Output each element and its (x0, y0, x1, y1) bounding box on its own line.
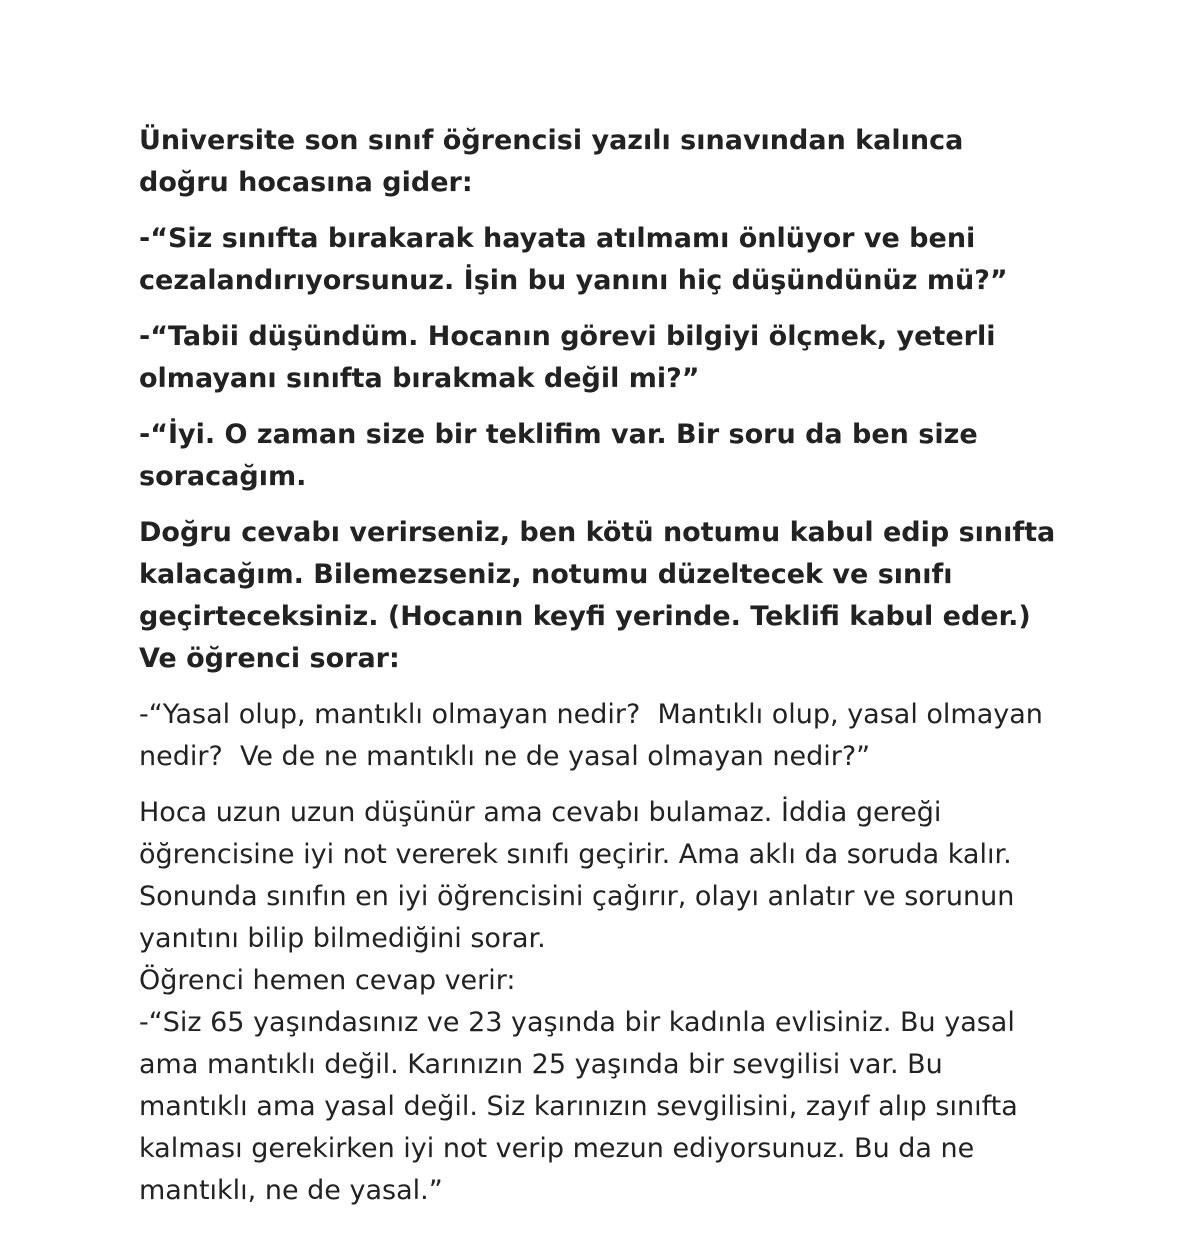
teacher-reply-paragraph: -“Tabii düşündüm. Hocanın görevi bilgiyi ölçmek, yeterli olmayanı sınıfta bırakmak değil mi?” (139, 321, 1005, 394)
student-complaint-paragraph: -“Siz sınıfta bırakarak hayata atılmamı önlüyor ve beni cezalandırıyorsunuz. İşin bu yanını hiç düşündünüz mü?” (139, 223, 1008, 296)
offer-terms-paragraph: Doğru cevabı verirseniz, ben kötü notumu kabul edip sınıfta kalacağım. Bilemezseniz, notumu düzeltecek ve sınıfı geçirteceksiniz. (Hocanın keyfi yerinde. Teklifi kabul eder.) Ve öğrenci sorar: (139, 517, 1056, 674)
story-document (139, 120, 1059, 1212)
resolution-paragraph: Hoca uzun uzun düşünür ama cevabı bulamaz. İddia gereği öğrencisine iyi not vererek sınıfı geçirir. Ama aklı da soruda kalır. Sonunda sınıfın en iyi öğrencisini çağırır, olayı anlatır ve sorunun yanıtını bilip bilmediğini sorar. Öğrenci hemen cevap verir: -“Siz 65 yaşındasınız ve 23 yaşında bir kadınla evlisiniz. Bu yasal ama mantıklı değil. Karınızın 25 yaşında bir sevgilisi var. Bu mantıklı ama yasal değil. Siz karınızın sevgilisini, zayıf alıp sınıfta kalması gerekirken iyi not verip mezun ediyorsunuz. Bu da ne mantıklı, ne de yasal.” (139, 797, 1018, 1206)
student-offer-paragraph: -“İyi. O zaman size bir teklifim var. Bir soru da ben size soracağım. (139, 419, 988, 492)
riddle-question-paragraph: -“Yasal olup, mantıklı olmayan nedir? Mantıklı olup, yasal olmayan nedir? Ve de ne mantıklı ne de yasal olmayan nedir?” (139, 699, 1052, 772)
intro-paragraph: Üniversite son sınıf öğrencisi yazılı sınavından kalınca doğru hocasına gider: (139, 125, 973, 198)
